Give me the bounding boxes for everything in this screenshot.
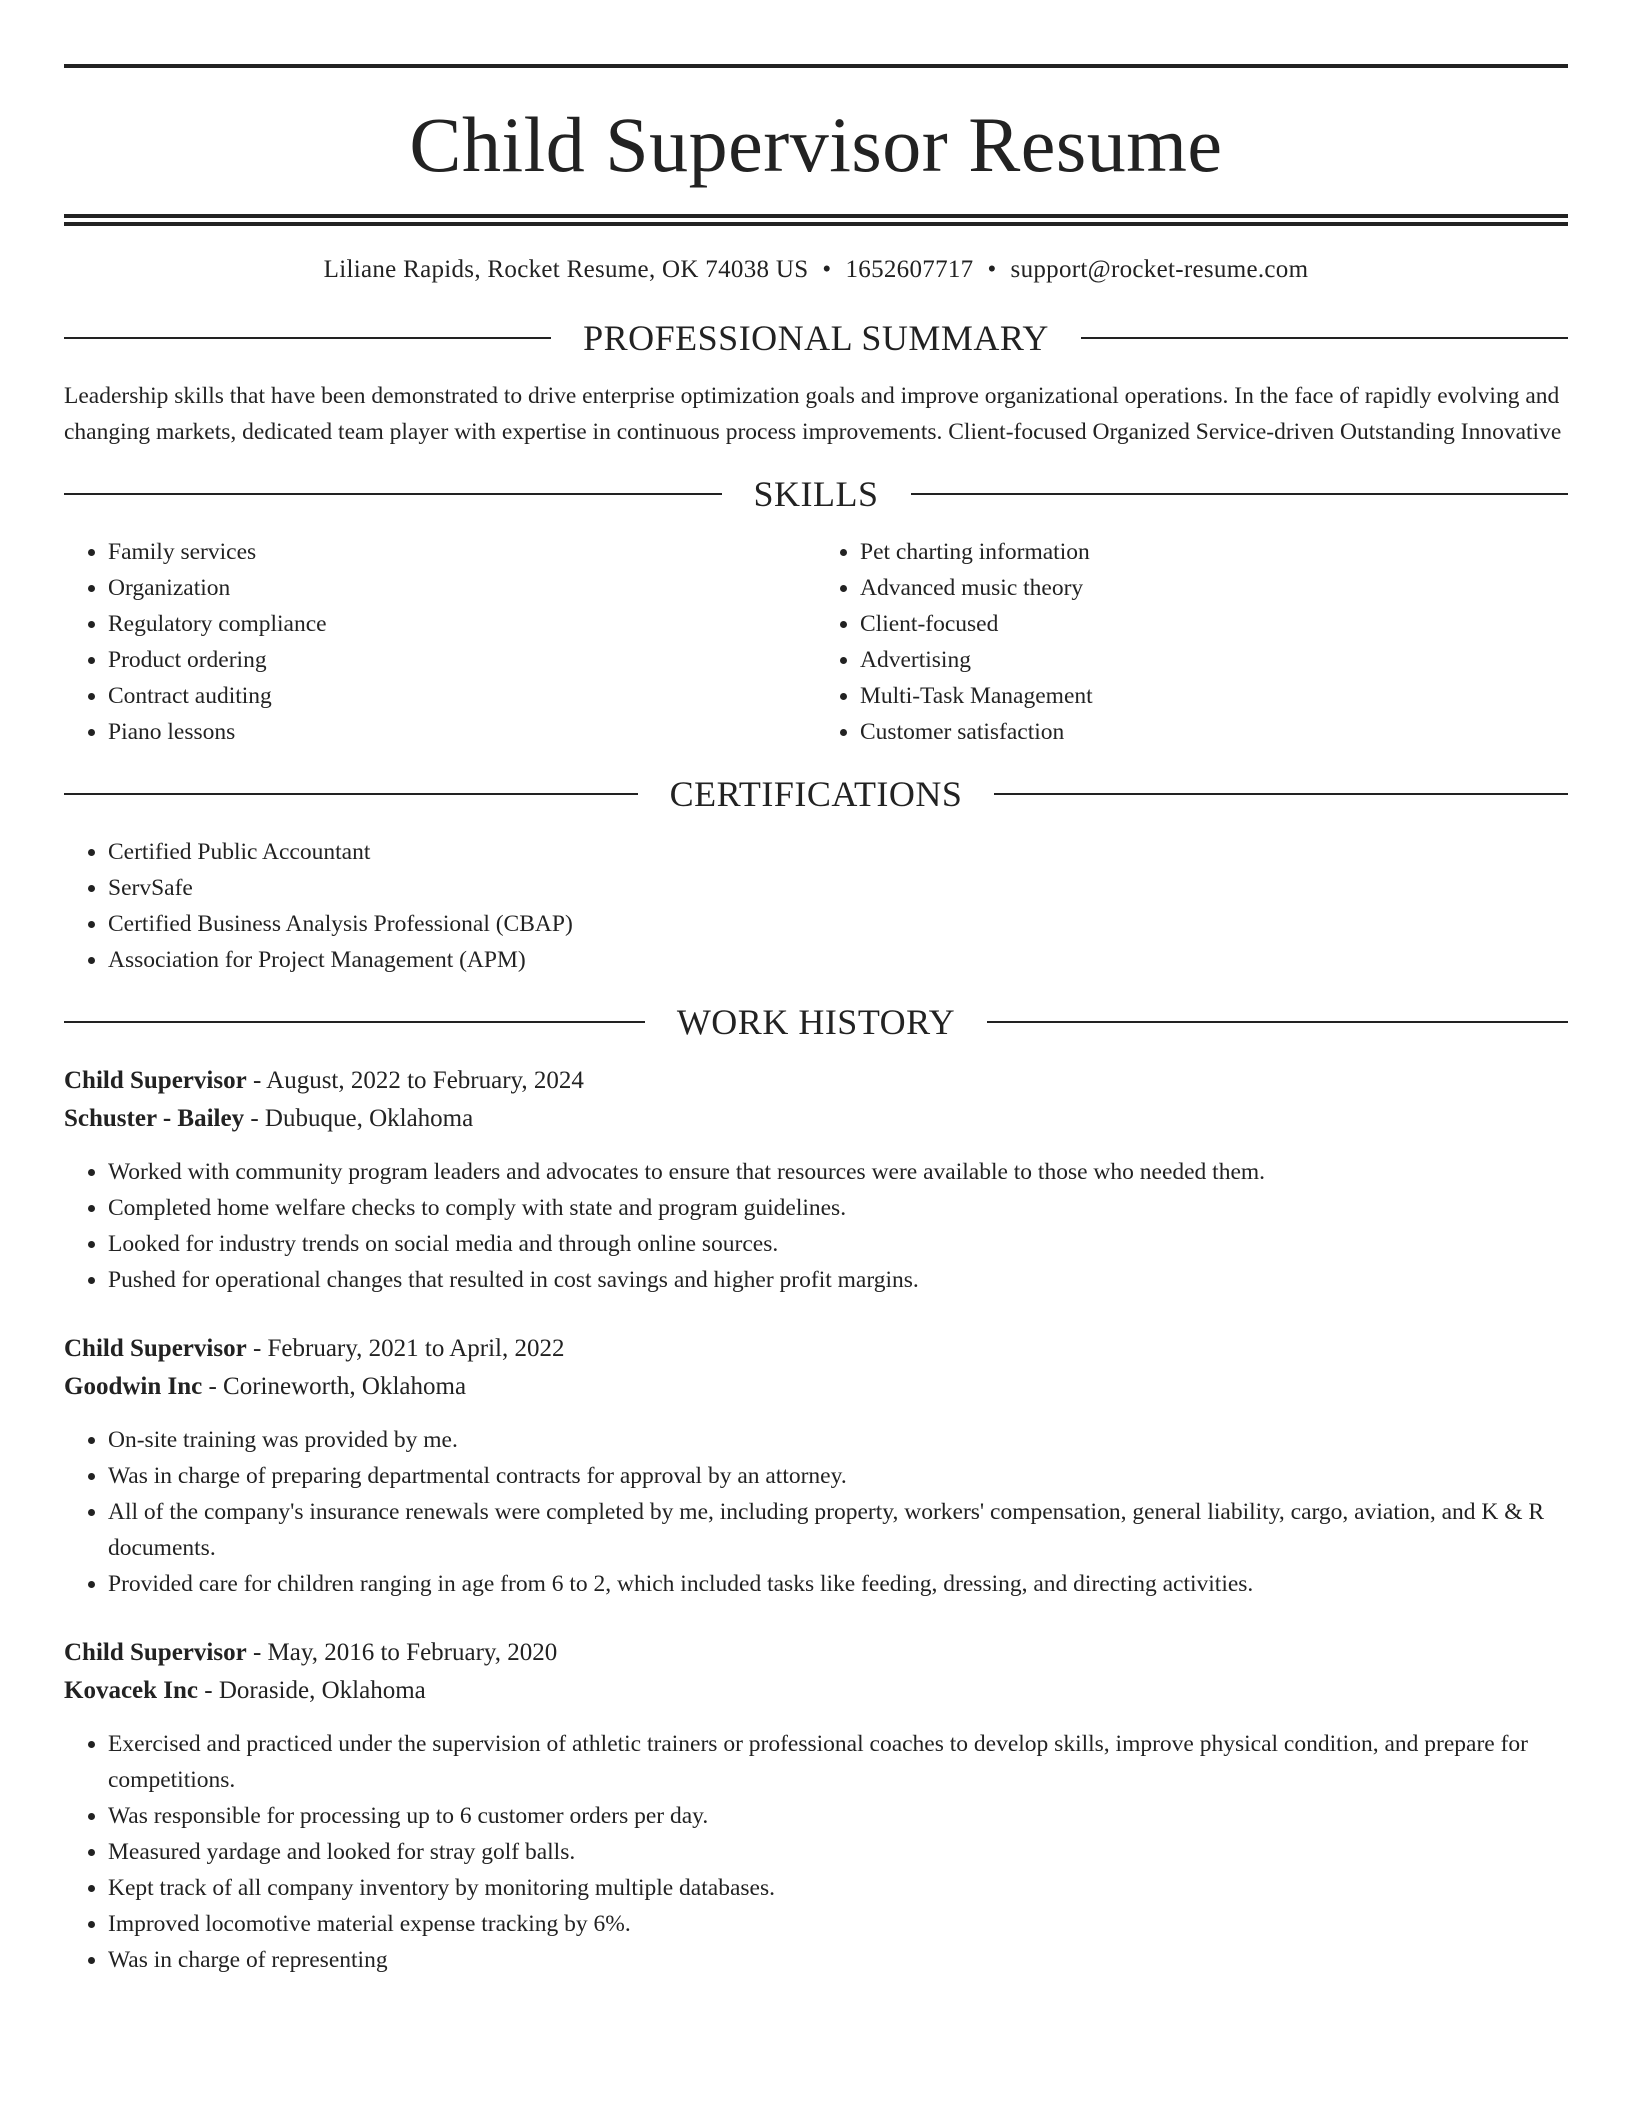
title-double-rule xyxy=(64,214,1568,226)
job-bullets xyxy=(64,1154,1568,1298)
job-bullet: • Was in charge of preparing departmental contracts for approval by an attorney. xyxy=(108,1458,1568,1494)
job-title-line xyxy=(64,1634,1568,1672)
skill-item: • Organization xyxy=(108,570,816,606)
job-title-line xyxy=(64,1330,1568,1368)
skill-item: • Advertising xyxy=(860,642,1568,678)
contact-separator: • xyxy=(987,256,997,283)
skill-item: • Piano lessons xyxy=(108,714,816,750)
work-heading-row xyxy=(64,1004,1568,1040)
job-title: Child Supervisor xyxy=(64,1639,247,1666)
job-company: Kovacek Inc xyxy=(64,1677,199,1704)
job-bullet: • Kept track of all company inventory by monitoring multiple databases. xyxy=(108,1870,1568,1906)
job-bullet: • Pushed for operational changes that resulted in cost savings and higher profit margins. xyxy=(108,1262,1568,1298)
job-dates: - August, 2022 to February, 2024 xyxy=(246,1067,584,1094)
contact-line xyxy=(64,256,1568,284)
job-company: Schuster - Bailey xyxy=(64,1105,245,1132)
job-entry xyxy=(64,1062,1568,1298)
certifications-heading-row xyxy=(64,776,1568,812)
skill-item: • Regulatory compliance xyxy=(108,606,816,642)
certification-item: • Certified Business Analysis Professional (CBAP) xyxy=(108,906,1568,942)
work-heading: WORK HISTORY xyxy=(676,1002,956,1042)
heading-rule-left xyxy=(64,1021,645,1023)
skills-heading-row xyxy=(64,476,1568,512)
job-bullet: • Completed home welfare checks to comply with state and program guidelines. xyxy=(108,1190,1568,1226)
contact-phone: 1652607717 xyxy=(845,256,974,283)
job-entry xyxy=(64,1634,1568,1978)
summary-heading: PROFESSIONAL SUMMARY xyxy=(583,318,1049,358)
certification-item: • ServSafe xyxy=(108,870,1568,906)
job-title-line xyxy=(64,1062,1568,1100)
job-dates: - February, 2021 to April, 2022 xyxy=(246,1335,565,1362)
job-title: Child Supervisor xyxy=(64,1067,247,1094)
job-bullet: • Improved locomotive material expense tracking by 6%. xyxy=(108,1906,1568,1942)
job-bullet: • Exercised and practiced under the supervision of athletic trainers or professional coaches to develop skills, improve physical condition, and prepare for competitions. xyxy=(108,1726,1568,1798)
heading-rule-left xyxy=(64,337,551,339)
skills-heading: SKILLS xyxy=(753,474,879,514)
job-bullet: • Was responsible for processing up to 6 customer orders per day. xyxy=(108,1798,1568,1834)
heading-rule-right xyxy=(994,793,1568,795)
certification-item: • Certified Public Accountant xyxy=(108,834,1568,870)
job-location: - Dubuque, Oklahoma xyxy=(244,1105,474,1132)
job-bullet: • Provided care for children ranging in age from 6 to 2, which included tasks like feeding, dressing, and directing activities. xyxy=(108,1566,1568,1602)
skills-columns xyxy=(64,534,1568,750)
job-company-line xyxy=(64,1368,1568,1406)
job-location: - Doraside, Oklahoma xyxy=(198,1677,426,1704)
skill-item: • Contract auditing xyxy=(108,678,816,714)
job-title: Child Supervisor xyxy=(64,1335,247,1362)
job-dates: - May, 2016 to February, 2020 xyxy=(246,1639,558,1666)
heading-rule-right xyxy=(911,493,1569,495)
job-bullets xyxy=(64,1422,1568,1602)
skill-item: • Client-focused xyxy=(860,606,1568,642)
summary-heading-row xyxy=(64,320,1568,356)
skills-list-right xyxy=(816,534,1568,750)
certification-item: • Association for Project Management (APM) xyxy=(108,942,1568,978)
contact-email: support@rocket-resume.com xyxy=(1010,256,1309,283)
heading-rule-left xyxy=(64,793,638,795)
skill-item: • Advanced music theory xyxy=(860,570,1568,606)
heading-rule-left xyxy=(64,493,722,495)
skill-item: • Pet charting information xyxy=(860,534,1568,570)
job-company-line xyxy=(64,1100,1568,1138)
job-bullet: • Worked with community program leaders and advocates to ensure that resources were available to those who needed them. xyxy=(108,1154,1568,1190)
job-bullet: • Looked for industry trends on social media and through online sources. xyxy=(108,1226,1568,1262)
job-bullets xyxy=(64,1726,1568,1978)
certifications-heading: CERTIFICATIONS xyxy=(669,774,963,814)
job-company: Goodwin Inc xyxy=(64,1373,203,1400)
work-history xyxy=(64,1062,1568,1978)
skills-list-left xyxy=(64,534,816,750)
skill-item: • Customer satisfaction xyxy=(860,714,1568,750)
top-rule xyxy=(64,64,1568,68)
job-location: - Corineworth, Oklahoma xyxy=(202,1373,467,1400)
skill-item: • Product ordering xyxy=(108,642,816,678)
job-bullet: • On-site training was provided by me. xyxy=(108,1422,1568,1458)
job-bullet: • Was in charge of representing xyxy=(108,1942,1568,1978)
job-entry xyxy=(64,1330,1568,1602)
certifications-list xyxy=(64,834,1568,978)
skill-item: • Multi-Task Management xyxy=(860,678,1568,714)
summary-text: Leadership skills that have been demonstrated to drive enterprise optimization goals and improve organizational operations. In the face of rapidly evolving and changing markets, dedicated team player with expertise in continuous process improvements. Client-focused Organized Service-driven Outstanding Innovative xyxy=(64,383,1562,445)
job-bullet: • Measured yardage and looked for stray golf balls. xyxy=(108,1834,1568,1870)
job-company-line xyxy=(64,1672,1568,1710)
resume-title: Child Supervisor Resume xyxy=(409,101,1223,188)
heading-rule-right xyxy=(987,1021,1568,1023)
contact-address: Liliane Rapids, Rocket Resume, OK 74038 US xyxy=(323,256,809,283)
heading-rule-right xyxy=(1081,337,1568,339)
contact-separator: • xyxy=(822,256,832,283)
skill-item: • Family services xyxy=(108,534,816,570)
job-bullet: • All of the company's insurance renewals were completed by me, including property, workers' compensation, general liability, cargo, aviation, and K & R documents. xyxy=(108,1494,1568,1566)
